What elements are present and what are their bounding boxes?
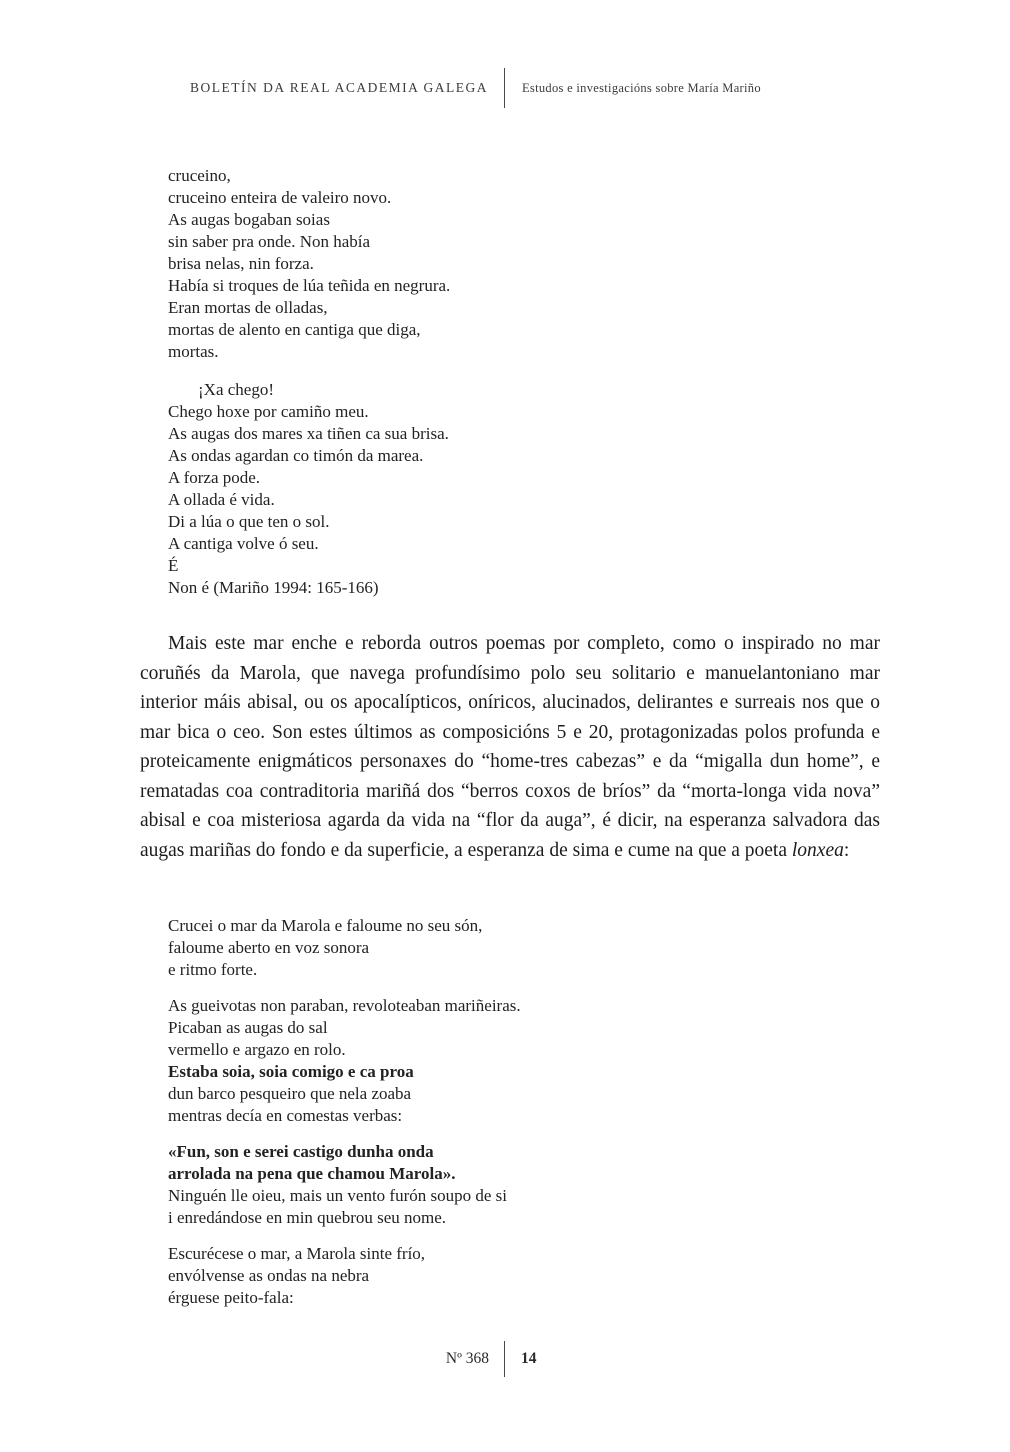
stanza-4: [168, 1243, 880, 1309]
poem-line: A ollada é vida.: [168, 490, 275, 509]
journal-title: BOLETÍN DA REAL ACADEMIA GALEGA: [190, 80, 488, 95]
poem-block-2: [168, 379, 880, 599]
article-title: Estudos e investigacións sobre María Mariño: [522, 80, 761, 95]
poem-line: As ondas agardan co timón da marea.: [168, 446, 424, 465]
footer-divider: [504, 1341, 505, 1377]
poem-line-bold: «Fun, son e serei castigo dunha onda: [168, 1142, 434, 1161]
stanza-2: [168, 995, 880, 1127]
poem-line: As gueivotas non paraban, revoloteaban mariñeiras.: [168, 996, 521, 1015]
poem-line: A forza pode.: [168, 468, 261, 487]
poem-line: As augas bogaban soias: [168, 210, 330, 229]
prose-tail: :: [843, 839, 850, 861]
poem-line: dun barco pesqueiro que nela zoaba: [168, 1084, 412, 1103]
poem-line: Non é (Mariño 1994: 165-166): [168, 578, 379, 597]
poem-line: Picaban as augas do sal: [168, 1018, 328, 1037]
poem-line: Escurécese o mar, a Marola sinte frío,: [168, 1244, 426, 1263]
poem-line: Ninguén lle oieu, mais un vento furón soupo de si: [168, 1186, 508, 1205]
prose-italic-word: lonxea: [791, 839, 844, 861]
page-header: [0, 68, 1010, 108]
poem-line: vermello e argazo en rolo.: [168, 1040, 346, 1059]
poem-line: Chego hoxe por camiño meu.: [168, 402, 369, 421]
poem-line: As augas dos mares xa tiñen ca sua brisa.: [168, 424, 449, 443]
poem-block-1: [168, 165, 880, 363]
poem-line: Eran mortas de olladas,: [168, 298, 328, 317]
poem-line: ¡Xa chego!: [198, 380, 274, 399]
poem-line: brisa nelas, nin forza.: [168, 254, 314, 273]
poem-line: envólvense as ondas na nebra: [168, 1266, 370, 1285]
stanza-1: [168, 915, 880, 981]
poem-line: cruceino enteira de valeiro novo.: [168, 188, 392, 207]
page-content: [140, 165, 880, 1309]
poem-line: mortas de alento en cantiga que diga,: [168, 320, 421, 339]
poem-line: sin saber pra onde. Non había: [168, 232, 371, 251]
poem-line: i enredándose en min quebrou seu nome.: [168, 1208, 447, 1227]
poem-block-3: [168, 915, 880, 1309]
poem-line: faloume aberto en voz sonora: [168, 938, 370, 957]
poem-line: Había si troques de lúa teñida en negrura.: [168, 276, 451, 295]
poem-line: mentras decía en comestas verbas:: [168, 1106, 403, 1125]
poem-line: É: [168, 556, 179, 575]
prose-text: Mais este mar enche e reborda outros poemas por completo, como o inspirado no mar coruñés da Marola, que navega profundísimo polo seu solitario e manuelantoniano mar interior máis abisal, ou os apocalípticos, oníricos, alucinados, delirantes e surreais nos que o mar bica o ceo. Son estes últimos as composicións 5 e 20, protagonizadas polos profunda e proteicamente enigmáticos personaxes do “home-tres cabezas” e da “migalla dun home”, e rematadas coa contraditoria mariñá dos “berros coxos de bríos” da “morta-longa vida nova” abisal e coa misteriosa agarda da vida na “flor da auga”, é dicir, na esperanza salvadora das augas mariñas do fondo e da superficie, a esperanza de sima e cume na que a poeta: [140, 633, 880, 861]
poem-line: Di a lúa o que ten o sol.: [168, 512, 330, 531]
page-number: 14: [521, 1350, 537, 1367]
header-divider: [504, 68, 505, 108]
poem-line-bold: Estaba soia, soia comigo e ca proa: [168, 1062, 414, 1081]
poem-line: érguese peito-fala:: [168, 1288, 294, 1307]
issue-label: Nº 368: [445, 1350, 489, 1367]
stanza-3: [168, 1141, 880, 1229]
poem-line: e ritmo forte.: [168, 960, 258, 979]
poem-line: cruceino,: [168, 166, 231, 185]
poem-line: A cantiga volve ó seu.: [168, 534, 319, 553]
poem-line: mortas.: [168, 342, 219, 361]
page-footer: [0, 1340, 1010, 1378]
poem-line-bold: arrolada na pena que chamou Marola».: [168, 1164, 456, 1183]
poem-line: Crucei o mar da Marola e faloume no seu són,: [168, 916, 483, 935]
prose-paragraph: [140, 629, 880, 865]
